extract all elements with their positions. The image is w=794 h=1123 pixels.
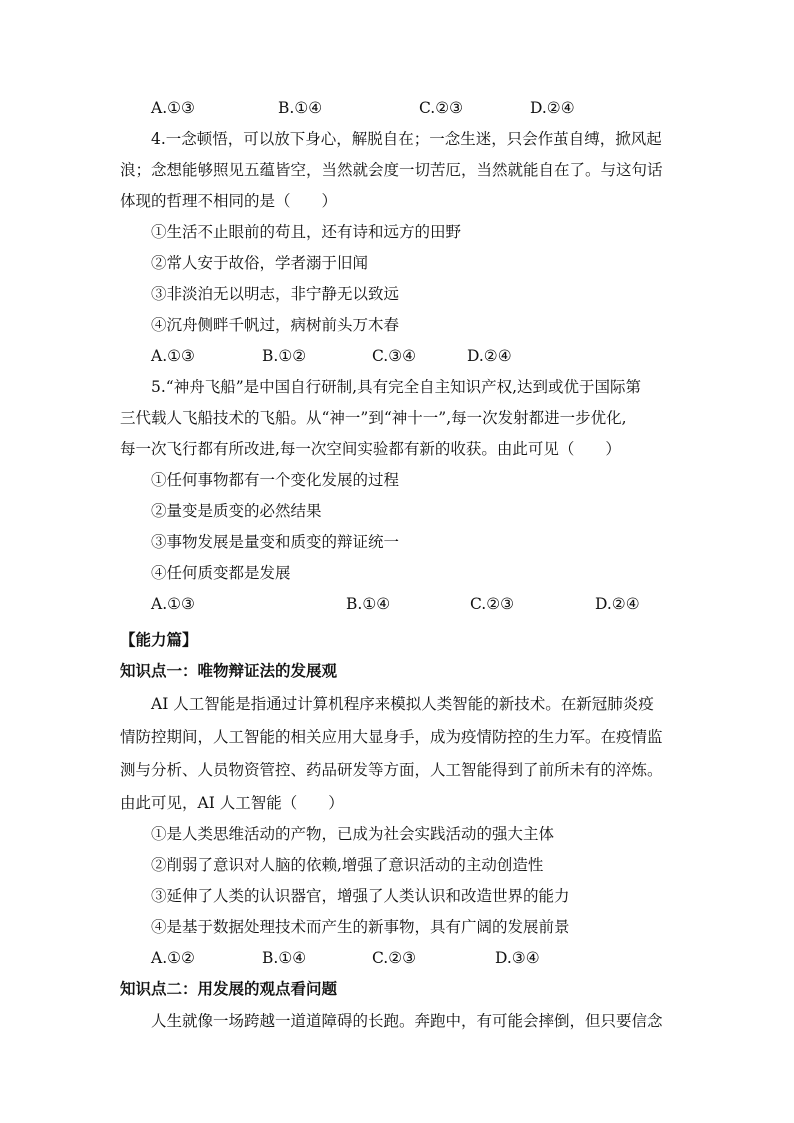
q4-option-b: B.①② <box>262 347 307 365</box>
q4-option-c: C.③④ <box>372 347 417 365</box>
q4-item: ①生活不止眼前的苟且，还有诗和远方的田野 <box>151 223 462 241</box>
q3-option-c: C.②③ <box>419 99 464 117</box>
kp1-item: ①是人类思维活动的产物，已成为社会实践活动的强大主体 <box>151 825 555 843</box>
kp1-item: ③延伸了人类的认识器官，增强了人类认识和改造世界的能力 <box>151 887 570 905</box>
q3-option-d: D.②④ <box>530 99 575 117</box>
kp1-stem-line: AI 人工智能是指通过计算机程序来模拟人类智能的新技术。在新冠肺炎疫 <box>151 695 654 713</box>
kp1-stem-line: 情防控期间，人工智能的相关应用大显身手，成为疫情防控的生力军。在疫情监 <box>120 728 663 746</box>
kp1-item: ②削弱了意识对人脑的依赖,增强了意识活动的主动创造性 <box>151 856 544 874</box>
kp2-title: 知识点二：用发展的观点看问题 <box>120 979 338 998</box>
kp1-option-a: A.①② <box>151 949 195 967</box>
q4-stem-line: 4.一念顿悟，可以放下身心，解脱自在；一念生迷，只会作茧自缚，掀风起 <box>151 130 662 148</box>
q5-option-d: D.②④ <box>595 595 640 613</box>
q5-stem-line: 5.“神舟飞船”是中国自行研制,具有完全自主知识产权,达到或优于国际第 <box>151 378 641 396</box>
q5-option-a: A.①③ <box>151 595 195 613</box>
q5-item: ②量变是质变的必然结果 <box>151 502 322 520</box>
kp1-stem-line: 测与分析、人员物资管控、药品研发等方面，人工智能得到了前所未有的淬炼。 <box>120 761 663 779</box>
q4-item: ④沉舟侧畔千帆过，病树前头万木春 <box>151 316 400 334</box>
q4-stem-line: 体现的哲理不相同的是（ ） <box>120 192 338 210</box>
kp1-item: ④是基于数据处理技术而产生的新事物，具有广阔的发展前景 <box>151 918 570 936</box>
kp2-stem-line: 人生就像一场跨越一道道障碍的长跑。奔跑中，有可能会摔倒，但只要信念 <box>151 1012 663 1030</box>
q3-option-b: B.①④ <box>278 99 323 117</box>
kp1-option-c: C.②③ <box>372 949 417 967</box>
q5-option-b: B.①④ <box>346 595 391 613</box>
q5-stem-line: 三代载人飞船技术的飞船。从“神一”到“神十一”,每一次发射都进一步优化, <box>120 409 627 427</box>
kp1-stem-line: 由此可见，AI 人工智能（ ） <box>120 794 344 812</box>
q5-item: ①任何事物都有一个变化发展的过程 <box>151 471 400 489</box>
q4-option-d: D.②④ <box>467 347 512 365</box>
q5-item: ③事物发展是量变和质变的辩证统一 <box>151 533 400 551</box>
q5-option-c: C.②③ <box>470 595 515 613</box>
q4-item: ②常人安于故俗，学者溺于旧闻 <box>151 254 369 272</box>
section-title: 【能力篇】 <box>120 630 198 649</box>
q4-option-a: A.①③ <box>151 347 195 365</box>
kp1-option-b: B.①④ <box>262 949 307 967</box>
kp1-title: 知识点一：唯物辩证法的发展观 <box>120 661 338 680</box>
q4-item: ③非淡泊无以明志，非宁静无以致远 <box>151 285 400 303</box>
q4-stem-line: 浪；念想能够照见五蕴皆空，当然就会度一切苦厄，当然就能自在了。与这句话 <box>120 161 663 179</box>
q5-stem-line: 每一次飞行都有所改进,每一次空间实验都有新的收获。由此可见（ ） <box>120 440 621 458</box>
q3-option-a: A.①③ <box>151 99 195 117</box>
kp1-option-d: D.③④ <box>495 949 540 967</box>
q5-item: ④任何质变都是发展 <box>151 564 291 582</box>
